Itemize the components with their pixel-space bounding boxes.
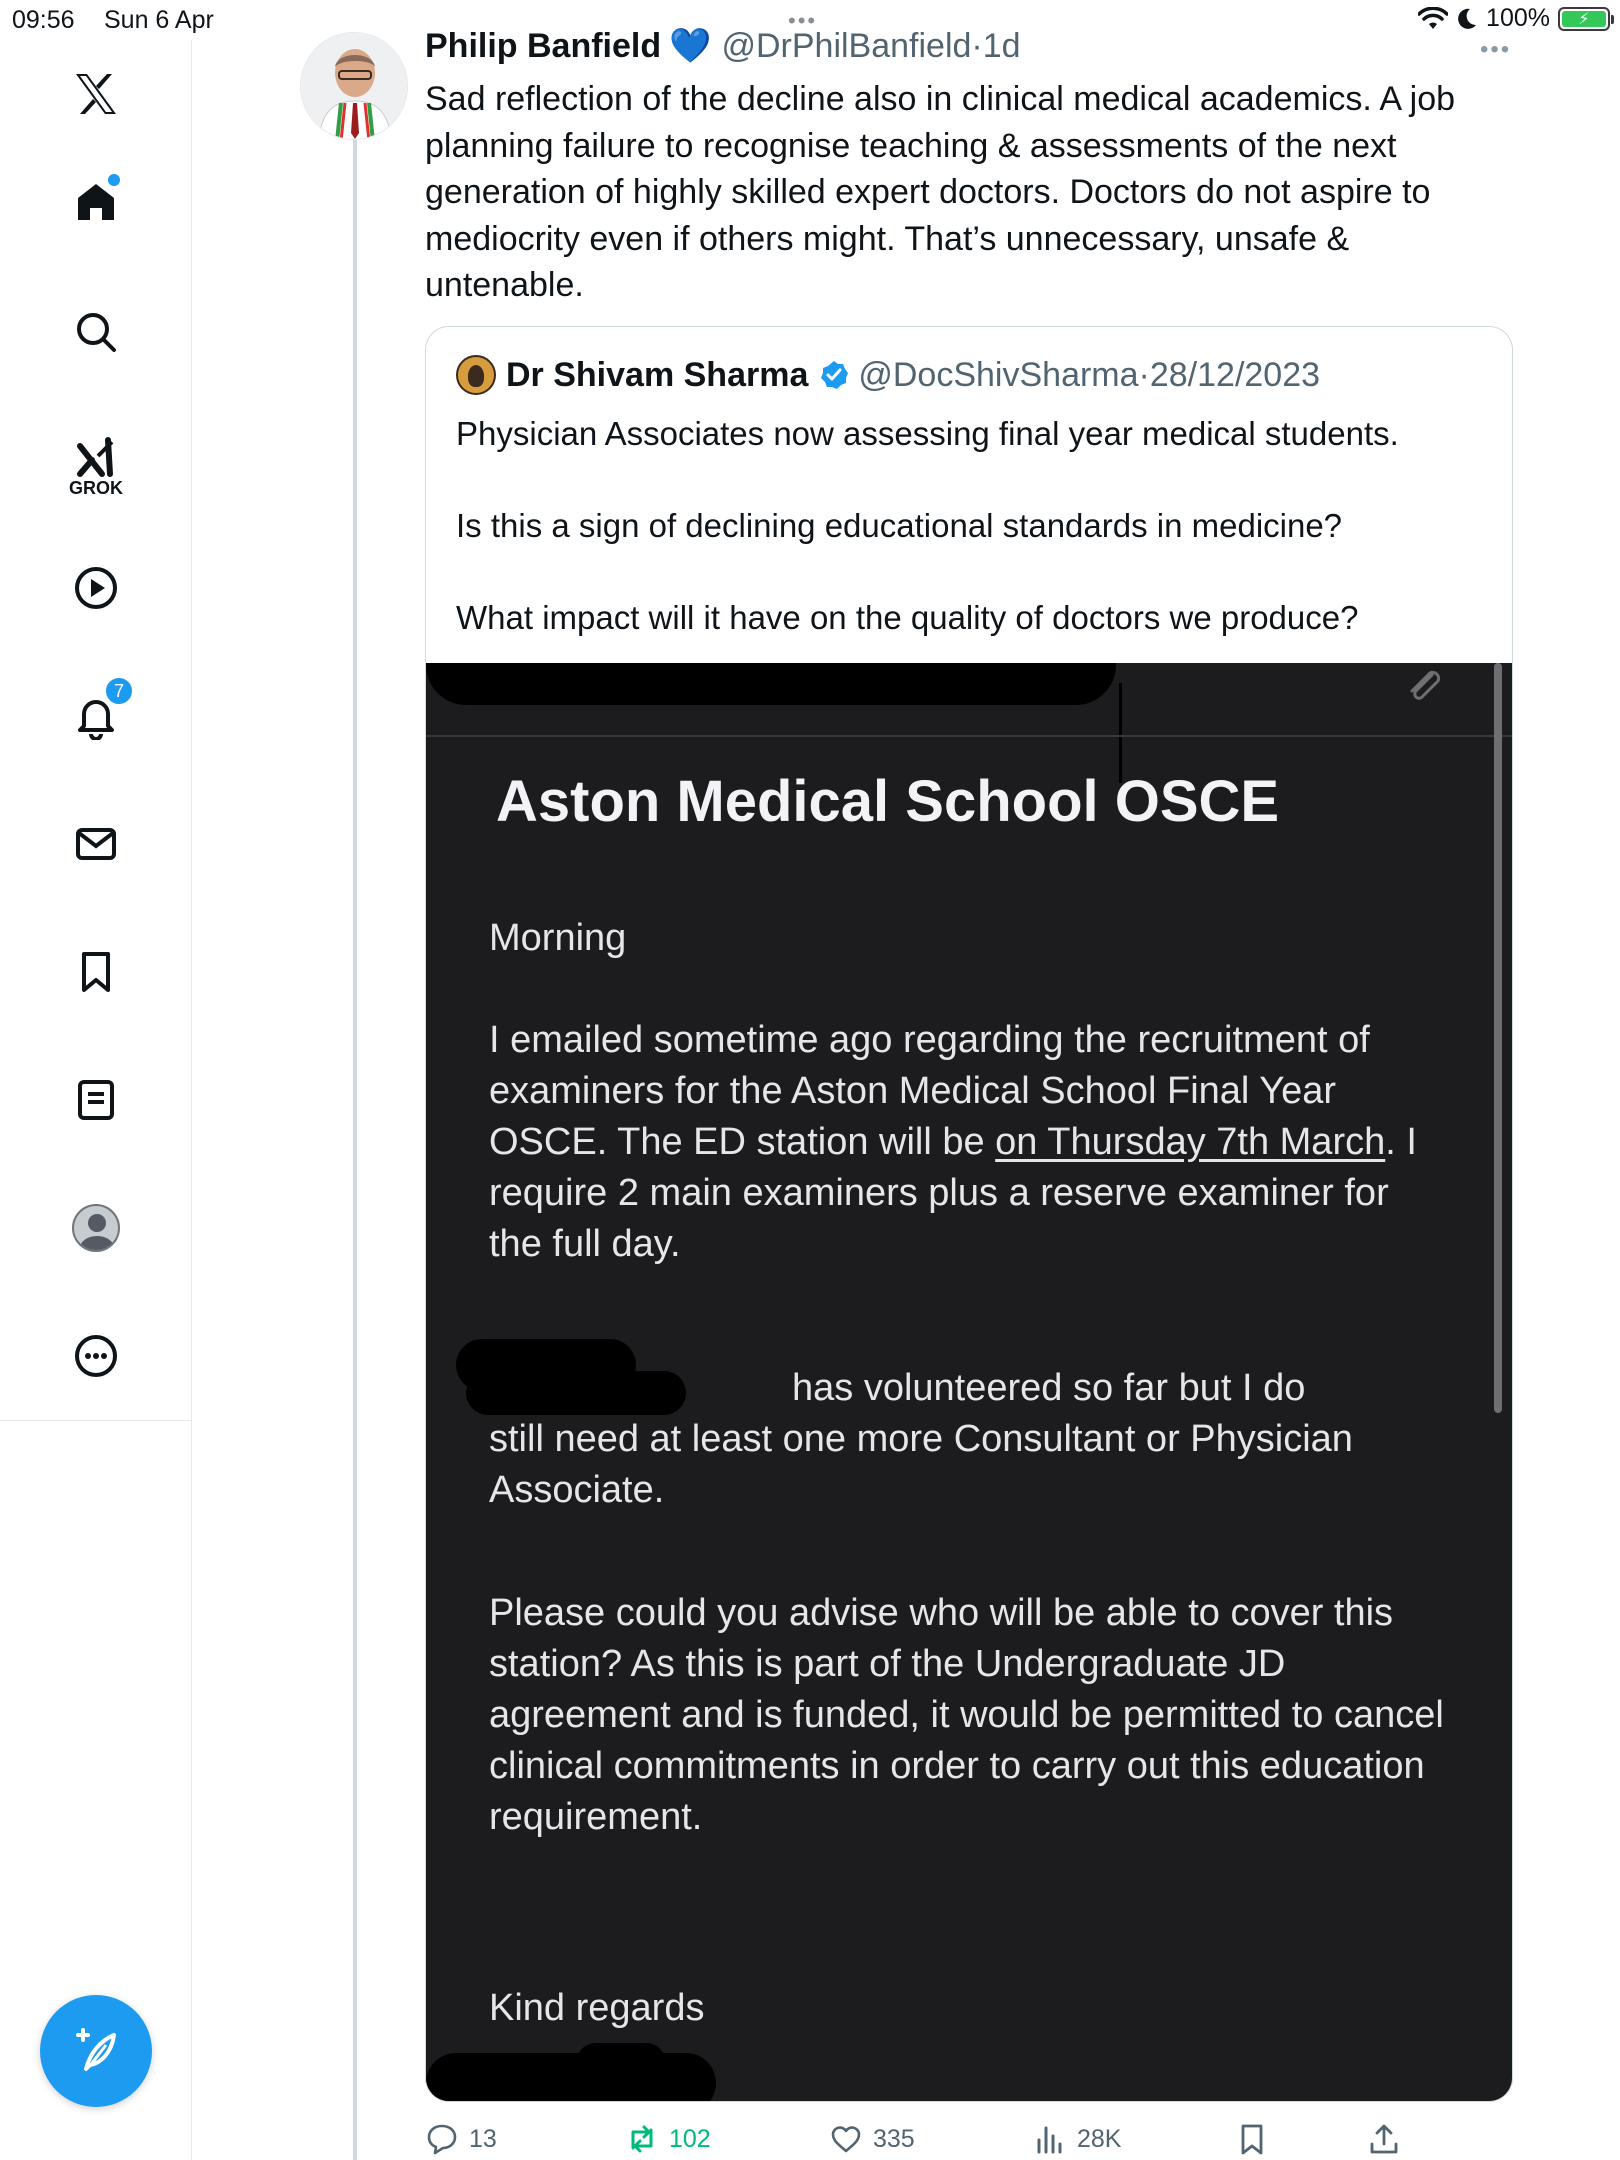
- retweet-button[interactable]: [625, 2122, 711, 2156]
- list-icon: [72, 1076, 120, 1124]
- like-count: 335: [873, 2124, 915, 2153]
- profile-avatar-icon: [72, 1204, 120, 1252]
- like-button[interactable]: [829, 2122, 915, 2156]
- reply-button[interactable]: [425, 2122, 497, 2156]
- email-greeting: Morning: [489, 917, 627, 959]
- views-button[interactable]: [1033, 2122, 1121, 2156]
- tweet-line: generation of highly skilled expert doctors. Doctors do not aspire to: [425, 173, 1431, 211]
- quoted-tweet-card[interactable]: [425, 326, 1513, 2102]
- sidebar-item-notifications[interactable]: [56, 676, 136, 756]
- email-signoff: Kind regards: [489, 1987, 705, 2029]
- sidebar-item-bookmarks[interactable]: [56, 932, 136, 1012]
- tweet-text: [425, 76, 1535, 309]
- email-header-divider: [426, 735, 1513, 737]
- share-icon: [1367, 2122, 1401, 2156]
- view-count: 28K: [1077, 2124, 1122, 2153]
- tweet-actions: [425, 2122, 1535, 2160]
- author-handle[interactable]: @DrPhilBanfield: [721, 26, 972, 65]
- tweet-line: planning failure to recognise teaching & assessments of the next: [425, 126, 1397, 165]
- paperclip-icon: [1406, 665, 1446, 701]
- separator: ·: [971, 26, 983, 65]
- bookmark-icon: [72, 948, 120, 996]
- author-name[interactable]: Philip Banfield: [425, 26, 662, 65]
- more-circle-icon: [72, 1332, 120, 1380]
- bookmark-button[interactable]: [1235, 2122, 1269, 2156]
- wifi-icon: [1418, 7, 1448, 31]
- quote-author-name: Dr Shivam Sharma: [506, 355, 809, 394]
- tweet-line: mediocrity even if others might. That’s unnecessary, unsafe &: [425, 219, 1350, 258]
- blue-heart-emoji: 💙: [669, 27, 712, 65]
- sidebar-item-more[interactable]: [56, 1316, 136, 1396]
- quote-text-line: Is this a sign of declining educational standards in medicine?: [456, 507, 1343, 544]
- email-p1-start: I emailed sometime ago regarding the recruitment of examiners for the Aston Medical School Final Year OSCE. The ED station will be: [489, 1019, 1370, 1163]
- email-title: Aston Medical School OSCE: [496, 769, 1280, 834]
- tweet-more-icon[interactable]: •••: [1480, 36, 1512, 63]
- search-icon: [72, 308, 120, 356]
- tweet-line: Sad reflection of the decline also in clinical medical academics. A job: [425, 80, 1456, 118]
- status-date: Sun 6 Apr: [104, 6, 214, 34]
- sidebar-item-lists[interactable]: [56, 1060, 136, 1140]
- quote-text-line: What impact will it have on the quality of doctors we produce?: [456, 599, 1359, 636]
- reply-count: 13: [469, 2124, 497, 2153]
- retweet-count: 102: [669, 2124, 711, 2153]
- scrollbar: [1494, 663, 1502, 1413]
- sidebar-item-messages[interactable]: [56, 804, 136, 884]
- x-logo-icon[interactable]: [56, 54, 136, 134]
- redaction-mark: [466, 1371, 686, 1415]
- compose-button[interactable]: [40, 1995, 152, 2107]
- sidebar-item-profile[interactable]: [56, 1188, 136, 1268]
- email-p2-first-line: has volunteered so far but I do: [792, 1367, 1306, 1409]
- tweet-header: [425, 26, 1021, 66]
- quote-header: [456, 355, 1320, 395]
- email-p2-rest: still need at least one more Consultant or Physician Associate.: [489, 1418, 1353, 1511]
- quote-author-avatar: [456, 355, 496, 395]
- compose-icon: [68, 2023, 124, 2079]
- quote-author-handle: @DocShivSharma: [858, 355, 1139, 394]
- thread-line: [353, 140, 357, 2160]
- retweet-icon: [625, 2122, 659, 2156]
- author-avatar[interactable]: [300, 32, 408, 140]
- tweet-line: untenable.: [425, 266, 584, 304]
- notification-count-badge: 7: [104, 676, 134, 706]
- grok-label: GROK: [69, 478, 123, 498]
- mail-icon: [72, 820, 120, 868]
- quote-date: 28/12/2023: [1149, 355, 1321, 394]
- sidebar: [0, 40, 192, 2160]
- redaction-mark: [426, 663, 1116, 705]
- sidebar-item-home[interactable]: [56, 162, 136, 242]
- battery-icon: ⚡: [1558, 7, 1610, 31]
- heart-icon: [829, 2122, 863, 2156]
- separator: ·: [1138, 355, 1150, 394]
- views-icon: [1033, 2122, 1067, 2156]
- email-paragraph-1: [489, 1015, 1449, 1270]
- redaction-mark: [576, 2043, 666, 2083]
- multitasking-dots-icon[interactable]: •••: [788, 8, 818, 33]
- sidebar-item-video[interactable]: [56, 548, 136, 628]
- author-photo-icon: [301, 33, 408, 140]
- email-paragraph-3: Please could you advise who will be able to cover this station? As this is part of the Undergraduate JD agreement and is funded, it would be permitted to cancel clinical commitments in order to carry out this education requirement.: [489, 1592, 1444, 1838]
- tweet-time[interactable]: 1d: [982, 26, 1021, 65]
- moon-icon: [1456, 7, 1478, 31]
- email-p1-date: on Thursday 7th March: [995, 1121, 1386, 1163]
- home-new-dot: [108, 174, 120, 186]
- status-right: [1418, 4, 1610, 33]
- reply-icon: [425, 2122, 459, 2156]
- verified-badge-icon: [818, 359, 850, 391]
- quote-media-image[interactable]: [426, 663, 1513, 2102]
- grok-icon: [72, 434, 120, 482]
- sidebar-divider: [0, 1420, 192, 1421]
- redaction-mark: [426, 2053, 716, 2102]
- quote-text-line: Physician Associates now assessing final year medical students.: [456, 415, 1399, 452]
- status-time: 09:56: [12, 6, 75, 34]
- play-icon: [72, 564, 120, 612]
- bookmark-icon: [1235, 2122, 1269, 2156]
- sidebar-item-search[interactable]: [56, 292, 136, 372]
- share-button[interactable]: [1367, 2122, 1401, 2156]
- battery-percent: 100%: [1486, 4, 1550, 32]
- email-p1-end: . I require 2 main examiners plus a reserve examiner for the full day.: [489, 1121, 1417, 1265]
